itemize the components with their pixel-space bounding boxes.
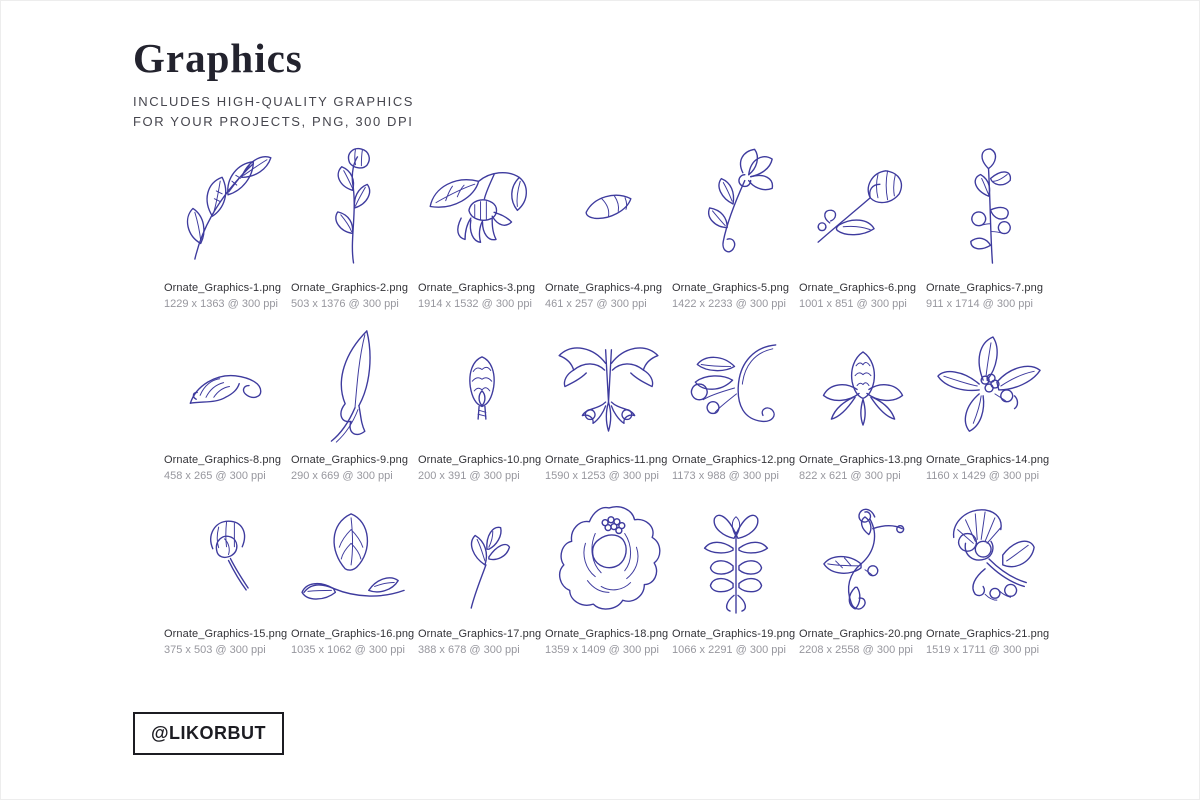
graphic-item-4: [545, 136, 672, 310]
dimensions: 1590 x 1253 @ 300 ppi: [545, 470, 659, 482]
dimensions: 1173 x 988 @ 300 ppi: [672, 470, 779, 482]
illustration-vertical-leaf-sprig: [926, 136, 1053, 276]
dimensions: 1035 x 1062 @ 300 ppi: [291, 644, 405, 656]
illustration-scroll-leaf-ornament: [164, 328, 291, 448]
subtitle-line-1: INCLUDES HIGH-QUALITY GRAPHICS: [133, 94, 415, 109]
graphic-item-10: [418, 328, 545, 482]
filename: Ornate_Graphics-16.png: [291, 628, 415, 640]
graphic-item-18: [545, 496, 672, 656]
illustration-large-feather-leaf: [291, 328, 418, 448]
filename: Ornate_Graphics-6.png: [799, 282, 917, 294]
graphic-item-14: [926, 328, 1053, 482]
filename: Ornate_Graphics-5.png: [672, 282, 790, 294]
dimensions: 503 x 1376 @ 300 ppi: [291, 298, 399, 310]
graphic-item-20: [799, 496, 926, 656]
illustration-curved-leafy-branch: [164, 136, 291, 276]
dimensions: 458 x 265 @ 300 ppi: [164, 470, 266, 482]
illustration-artichoke-bud: [418, 328, 545, 448]
illustration-symmetric-acanthus: [545, 328, 672, 448]
author-credit-badge: @LIKORBUT: [133, 712, 284, 755]
dimensions: 375 x 503 @ 300 ppi: [164, 644, 266, 656]
illustration-bud-on-leafy-stem: [291, 136, 418, 276]
filename: Ornate_Graphics-19.png: [672, 628, 796, 640]
filename: Ornate_Graphics-14.png: [926, 454, 1050, 466]
illustration-peony-bloom: [545, 496, 672, 622]
filename: Ornate_Graphics-3.png: [418, 282, 536, 294]
illustration-two-leaves-branch: [291, 496, 418, 622]
illustration-small-leaf-sprig: [418, 496, 545, 622]
filename: Ornate_Graphics-13.png: [799, 454, 923, 466]
graphic-item-3: [418, 136, 545, 310]
graphic-item-19: [672, 496, 799, 656]
illustration-symmetric-lobed-plant: [672, 496, 799, 622]
graphic-item-8: [164, 328, 291, 482]
dimensions: 1422 x 2233 @ 300 ppi: [672, 298, 786, 310]
dimensions: 388 x 678 @ 300 ppi: [418, 644, 520, 656]
graphic-item-1: [164, 136, 291, 310]
illustration-drooping-bell-flower: [418, 136, 545, 276]
dimensions: 1066 x 2291 @ 300 ppi: [672, 644, 786, 656]
graphic-item-11: [545, 328, 672, 482]
dimensions: 1229 x 1363 @ 300 ppi: [164, 298, 278, 310]
graphic-item-9: [291, 328, 418, 482]
filename: Ornate_Graphics-21.png: [926, 628, 1050, 640]
dimensions: 1914 x 1532 @ 300 ppi: [418, 298, 532, 310]
graphic-item-2: [291, 136, 418, 310]
dimensions: 1359 x 1409 @ 300 ppi: [545, 644, 659, 656]
dimensions: 1519 x 1711 @ 300 ppi: [926, 644, 1040, 656]
filename: Ornate_Graphics-2.png: [291, 282, 409, 294]
dimensions: 290 x 669 @ 300 ppi: [291, 470, 393, 482]
page-title: Graphics: [133, 35, 303, 81]
filename: Ornate_Graphics-20.png: [799, 628, 923, 640]
filename: Ornate_Graphics-15.png: [164, 628, 288, 640]
filename: Ornate_Graphics-9.png: [291, 454, 409, 466]
illustration-lotus-thistle-flower: [799, 328, 926, 448]
filename: Ornate_Graphics-11.png: [545, 454, 668, 466]
graphic-item-17: [418, 496, 545, 656]
dimensions: 911 x 1714 @ 300 ppi: [926, 298, 1033, 310]
graphics-grid: [164, 136, 1053, 656]
filename: Ornate_Graphics-18.png: [545, 628, 669, 640]
graphic-item-15: [164, 496, 291, 656]
illustration-side-facing-flower: [926, 328, 1053, 448]
graphic-item-21: [926, 496, 1053, 656]
filename: Ornate_Graphics-12.png: [672, 454, 796, 466]
graphic-item-13: [799, 328, 926, 482]
illustration-small-flower-bud: [164, 496, 291, 622]
dimensions: 822 x 621 @ 300 ppi: [799, 470, 901, 482]
filename: Ornate_Graphics-8.png: [164, 454, 282, 466]
filename: Ornate_Graphics-7.png: [926, 282, 1044, 294]
illustration-curling-leaf-branch: [799, 496, 926, 622]
page-subtitle: [133, 92, 414, 132]
filename: Ornate_Graphics-17.png: [418, 628, 542, 640]
dimensions: 461 x 257 @ 300 ppi: [545, 298, 647, 310]
graphic-item-5: [672, 136, 799, 310]
illustration-small-pod-leaf: [545, 136, 672, 276]
header: [133, 35, 415, 132]
filename: Ornate_Graphics-4.png: [545, 282, 663, 294]
illustration-flower-with-scroll-stem: [672, 136, 799, 276]
dimensions: 1001 x 851 @ 300 ppi: [799, 298, 907, 310]
subtitle-line-2: FOR YOUR PROJECTS, PNG, 300 DPI: [133, 114, 414, 130]
dimensions: 1160 x 1429 @ 300 ppi: [926, 470, 1040, 482]
illustration-fan-flower-with-scrolls: [926, 496, 1053, 622]
graphic-item-16: [291, 496, 418, 656]
graphic-item-6: [799, 136, 926, 310]
graphic-item-7: [926, 136, 1053, 310]
dimensions: 200 x 391 @ 300 ppi: [418, 470, 520, 482]
filename: Ornate_Graphics-1.png: [164, 282, 282, 294]
illustration-scroll-branch-with-pods: [672, 328, 799, 448]
graphic-item-12: [672, 328, 799, 482]
dimensions: 2208 x 2558 @ 300 ppi: [799, 644, 913, 656]
filename: Ornate_Graphics-10.png: [418, 454, 542, 466]
illustration-tulip-bud-branch: [799, 136, 926, 276]
